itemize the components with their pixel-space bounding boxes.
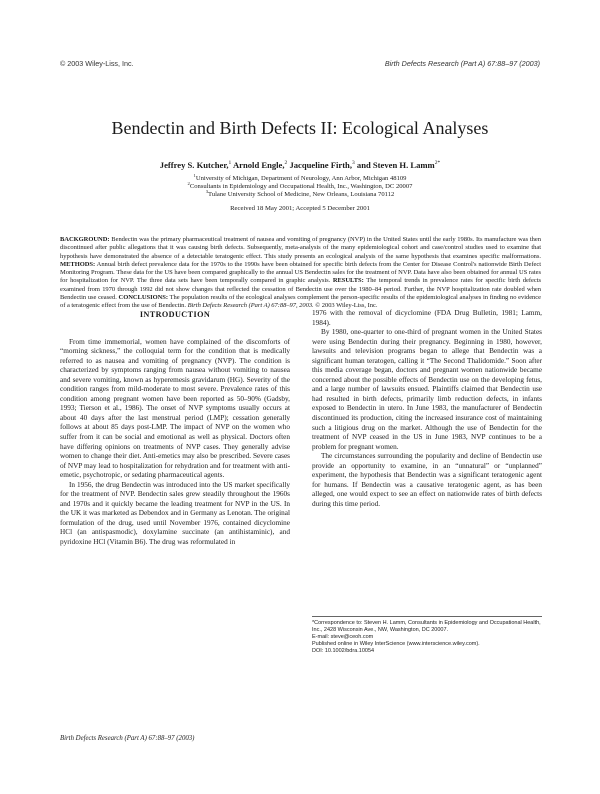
author-affiliation-mark: 1 <box>228 160 232 167</box>
author-name: Jeffrey S. Kutcher, <box>159 160 229 170</box>
paragraph: From time immemorial, women have complained of the discomforts of “morning sickness,” the colloquial term for the condition that is medically referred to as nausea and vomiting of pregnancy (NVP). The condition is characterized by symptoms ranging from nausea without vomiting to nausea and severe vomiting, known as hyperemesis gravidarum (HG). Severity of the condition ranges from mild-moderate to most severe. Prevalence rates of this condition among pregnant women have been reported as 50–90% (Gadsby, 1993; Tierson et al., 1986). The onset of NVP symptoms usually occurs at about 40 days after the last menstrual period (LMP); cessation generally follows at about 85 days post-LMP. The impact of NVP on the women who suffer from it can be social and emotional as well as physical. Doctors often have differing opinions on treatments of NVP cases. They generally advise women to change their diet. Anti-emetics may also be prescribed. Severe cases of NVP may lead to hospitalization for rehydration and for treatment with anti-emetic, psychotropic, or sedating pharmaceutical agents. <box>60 337 290 480</box>
paragraph: In 1956, the drug Bendectin was introduced into the US market specifically for the treatment of NVP. Bendectin sales grew steadily throughout the 1960s and 1970s and it quickly became the leading treatment for NVP in the US. In the UK it was marketed as Debendox and in Germany as Lenotan. The original formulation of the drug, used until November 1976, contained dicyclomine HCl (an antispasmodic), doxylamine succinate (an antihistaminic), and pyridoxine HCl (Vitamin B6). The drug was reformulated in <box>60 480 290 547</box>
abstract-results-label: RESULTS: <box>332 277 364 285</box>
author-affiliation-mark: 3 <box>351 160 355 167</box>
affiliation-text: University of Michigan, Department of Neurology, Ann Arbor, Michigan 48109 <box>195 175 407 183</box>
article-title: Bendectin and Birth Defects II: Ecological Analyses <box>111 118 489 138</box>
received-dates: Received 18 May 2001; Accepted 5 December 2001 <box>230 205 370 212</box>
author-list <box>0 160 600 170</box>
abstract-background-label: BACKGROUND: <box>60 236 110 243</box>
abstract-background: Bendectin was the primary pharmaceutical treatment of nausea and vomiting of pregnancy (NVP) in the United States until the early 1980s. Its manufacture was then discontinued after public allegations that it was causing birth defects. Subsequently, meta-analysis of the many epidemiological cohort and case/control studies used to examine that hypothesis have demonstrated the absence of a detectable teratogenic effect. This study presents an ecological analysis of the same hypothesis that examines specific malformations. <box>60 236 541 260</box>
journal-footer: Birth Defects Research (Part A) 67:88–97 (2003) <box>60 735 195 742</box>
abstract-conclusions-label: CONCLUSIONS: <box>118 293 169 301</box>
right-column <box>312 309 542 509</box>
affiliation <box>0 188 600 199</box>
footnote-correspondence: *Correspondence to: Steven H. Lamm, Consultants in Epidemiology and Occupational Health, Inc., 2428 Wisconsin Ave., NW, Washington, DC 20007. <box>312 620 541 633</box>
affiliation-text: Tulane University School of Medicine, New Orleans, Louisiana 70112 <box>207 191 395 199</box>
paragraph: The circumstances surrounding the popularity and decline of Bendectin use provide an opportunity to examine, in an “unnatural” or “unplanned” experiment, the hypothesis that Bendectin was a significant teratogenic agent for humans. If Bendectin was a causative teratogenic agent, as has been alleged, one would expect to see an effect on nationwide rates of birth defects during this time period. <box>312 452 542 508</box>
footnotes <box>312 616 542 655</box>
section-heading-introduction: INTRODUCTION <box>139 310 211 319</box>
author-affiliation-mark: 2* <box>434 160 441 167</box>
abstract-results: The temporal trends in prevalence rates for specific birth defects examined from 1970 through 1992 did not show changes that reflected the cessation of Bendectin use over the 1980–84 period. Further, the NVP hospitalization rate doubled when Bendectin use ceased. <box>60 277 541 301</box>
affiliation-text: Consultants in Epidemiology and Occupational Health, Inc., Washington, DC 20007 <box>189 183 413 191</box>
abstract-copyright: © 2003 Wiley-Liss, Inc. <box>315 302 378 310</box>
running-header-journal: Birth Defects Research (Part A) 67:88–97 (2003) <box>384 59 540 68</box>
author-name: Jacqueline Firth, <box>289 160 352 170</box>
footnote-doi: DOI: 10.1002/bdra.10054 <box>312 648 375 654</box>
abstract-citation: Birth Defects Research (Part A) 67:88–97, 2003. <box>187 302 314 310</box>
paragraph: By 1980, one-quarter to one-third of pregnant women in the United States were using Bendectin during their pregnancy. Beginning in 1980, however, lawsuits and television programs began to allege that Bendectin was a significant human teratogen, calling it “The Second Thalidomide.” Soon after this media coverage began, doctors and pregnant women nationwide became concerned about the possible effects of Bendectin use on the developing fetus, and a large number of lawsuits ensued. Plaintiffs claimed that Bendectin use had resulted in birth defects, primarily limb reduction defects, in infants exposed to Bendectin in utero. In June 1983, the manufacturer of Bendectin discontinued its production, citing the increased insurance cost of maintaining such a litigious drug on the market. Although the use of Bendectin for the treatment of NVP ceased in the US in June 1983, NVP continues to be a problem for pregnant women. <box>312 328 542 451</box>
author-name: Arnold Engle, <box>232 160 285 170</box>
running-header-copyright: © 2003 Wiley-Liss, Inc. <box>60 59 134 68</box>
affiliation-mark: 3 <box>205 189 208 194</box>
author-name: and Steven H. Lamm <box>356 160 435 170</box>
paragraph: 1976 with the removal of dicyclomine (FDA Drug Bulletin, 1981; Lamm, 1984). <box>312 309 542 327</box>
footnote-published-online: Published online in Wiley InterScience (www.interscience.wiley.com). <box>312 641 480 647</box>
author-affiliation-mark: 2 <box>284 160 288 167</box>
abstract-conclusions: The population results of the ecological analyses complement the person-specific results of the epidemiological analyses in finding no evidence of a teratogenic effect from the use of Bendectin. <box>60 293 541 310</box>
left-column <box>60 310 290 548</box>
abstract <box>60 236 541 311</box>
affiliation-mark: 2 <box>187 181 190 186</box>
abstract-methods-label: METHODS: <box>60 260 96 268</box>
affiliation-mark: 1 <box>193 173 196 178</box>
footnote-email: E-mail: steve@ceoh.com <box>312 634 374 640</box>
abstract-methods: Annual birth defect prevalence data for the 1970s to the 1990s have been obtained for specific birth defects from the Center for Disease Control's nationwide Birth Defect Monitoring Program. These data for the US have been compared graphically to the annual US Bendectin sales for the treatment of NVP. Data have also been obtained for annual US rates for hospitalization for NVP. The three data sets have been temporally compared in graphic analysis. <box>60 260 541 285</box>
